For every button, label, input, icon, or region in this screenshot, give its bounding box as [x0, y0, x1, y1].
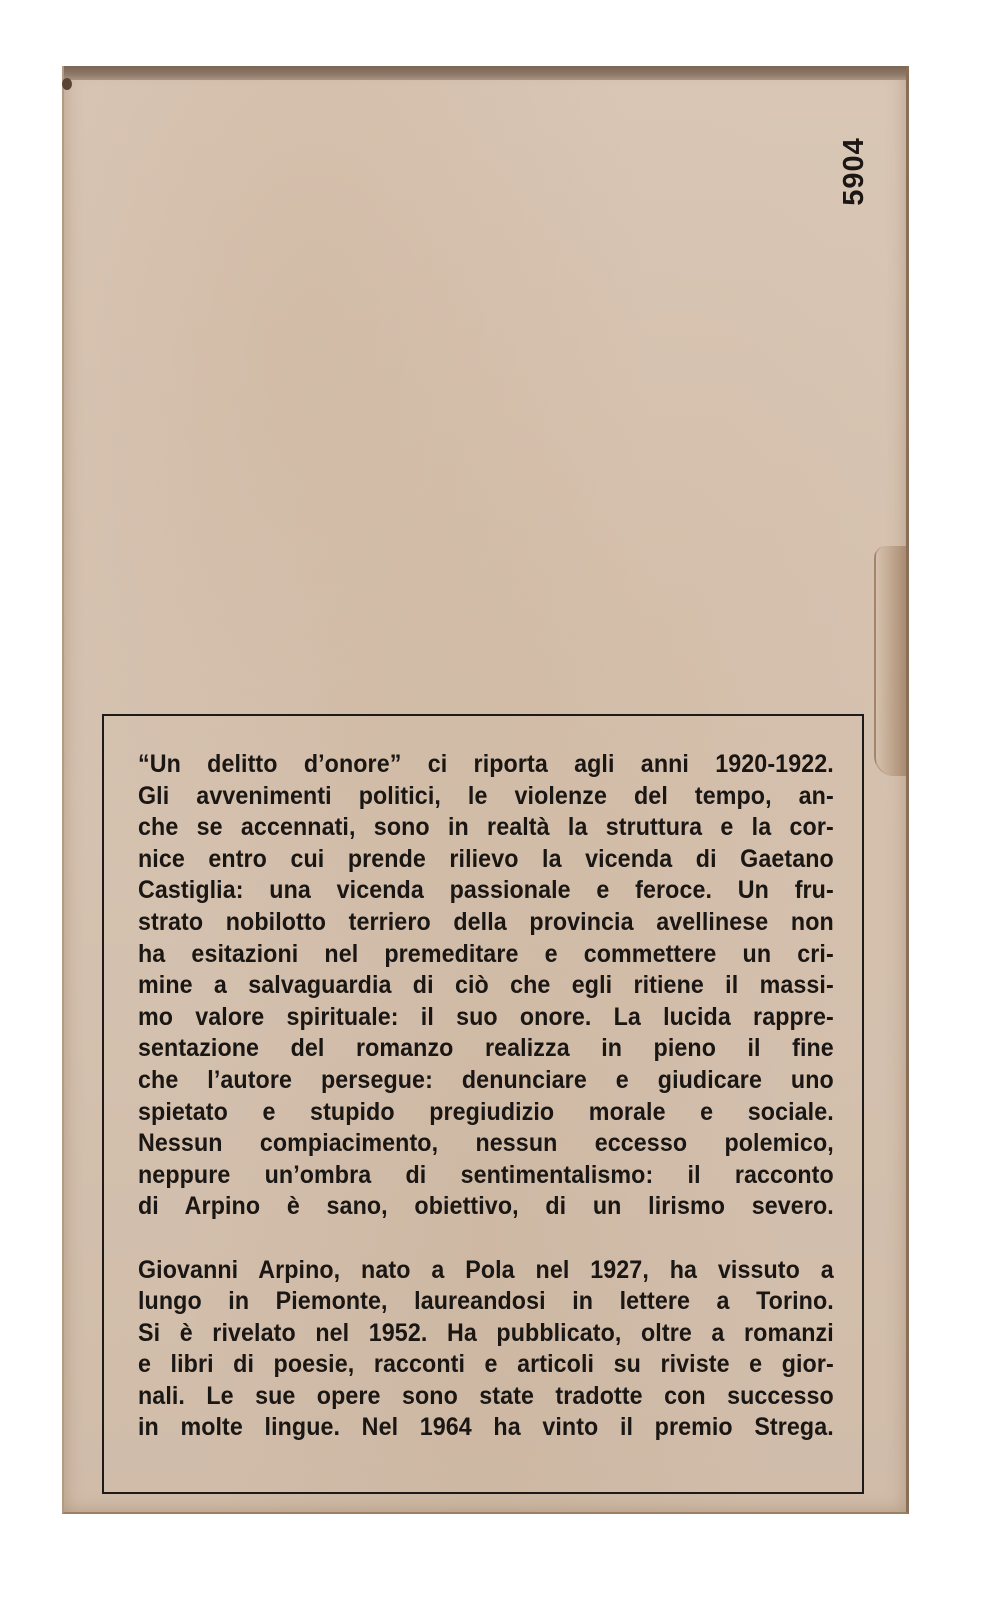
paragraph-gap — [138, 1223, 834, 1255]
text-line: e libri di poesie, racconti e articoli su riviste e gior- — [138, 1350, 834, 1379]
text-line: ha esitazioni nel premeditare e commettere un cri- — [138, 939, 834, 968]
text-line: Gli avvenimenti politici, le violenze del tempo, an- — [138, 781, 834, 810]
text-line: lungo in Piemonte, laureandosi in lettere a Torino. — [138, 1287, 834, 1316]
blurb-paragraph-synopsis — [138, 749, 834, 1223]
text-line: Si è rivelato nel 1952. Ha pubblicato, oltre a romanzi — [138, 1318, 834, 1347]
text-line: mine a salvaguardia di ciò che egli ritiene il massi- — [138, 971, 834, 1000]
text-line: strato nobilotto terriero della provincia avellinese non — [138, 907, 834, 936]
catalog-number-text: 5904 — [837, 136, 870, 206]
text-line: spietato e stupido pregiudizio morale e sociale. — [138, 1097, 834, 1126]
text-line: sentazione del romanzo realizza in pieno il fine — [138, 1034, 834, 1063]
text-line: Nessun compiacimento, nessun eccesso polemico, — [138, 1129, 834, 1158]
book-back-cover — [62, 66, 909, 1514]
text-line: nali. Le sue opere sono state tradotte con successo — [138, 1381, 834, 1410]
text-line: mo valore spirituale: il suo onore. La lucida rappre- — [138, 1002, 834, 1031]
text-line: che se accennati, sono in realtà la struttura e la cor- — [138, 813, 834, 842]
book-top-edge — [64, 66, 906, 80]
text-line: nice entro cui prende rilievo la vicenda di Gaetano — [138, 844, 834, 873]
catalog-number — [834, 121, 874, 221]
corner-wear-mark — [62, 78, 72, 90]
text-line: Giovanni Arpino, nato a Pola nel 1927, ha vissuto a — [138, 1255, 834, 1284]
text-line: che l’autore persegue: denunciare e giudicare uno — [138, 1065, 834, 1094]
text-line: in molte lingue. Nel 1964 ha vinto il premio Strega. — [138, 1413, 834, 1442]
blurb-box — [102, 714, 864, 1494]
text-line: “Un delitto d’onore” ci riporta agli anni 1920-1922. — [138, 750, 834, 778]
blurb-paragraph-author-bio — [138, 1255, 834, 1445]
text-line: neppure un’ombra di sentimentalismo: il racconto — [138, 1160, 834, 1189]
text-line: di Arpino è sano, obiettivo, di un lirismo severo. — [138, 1192, 834, 1221]
text-line: Castiglia: una vicenda passionale e feroce. Un fru- — [138, 876, 834, 905]
blurb-text — [138, 749, 834, 1444]
water-stain — [874, 546, 906, 776]
